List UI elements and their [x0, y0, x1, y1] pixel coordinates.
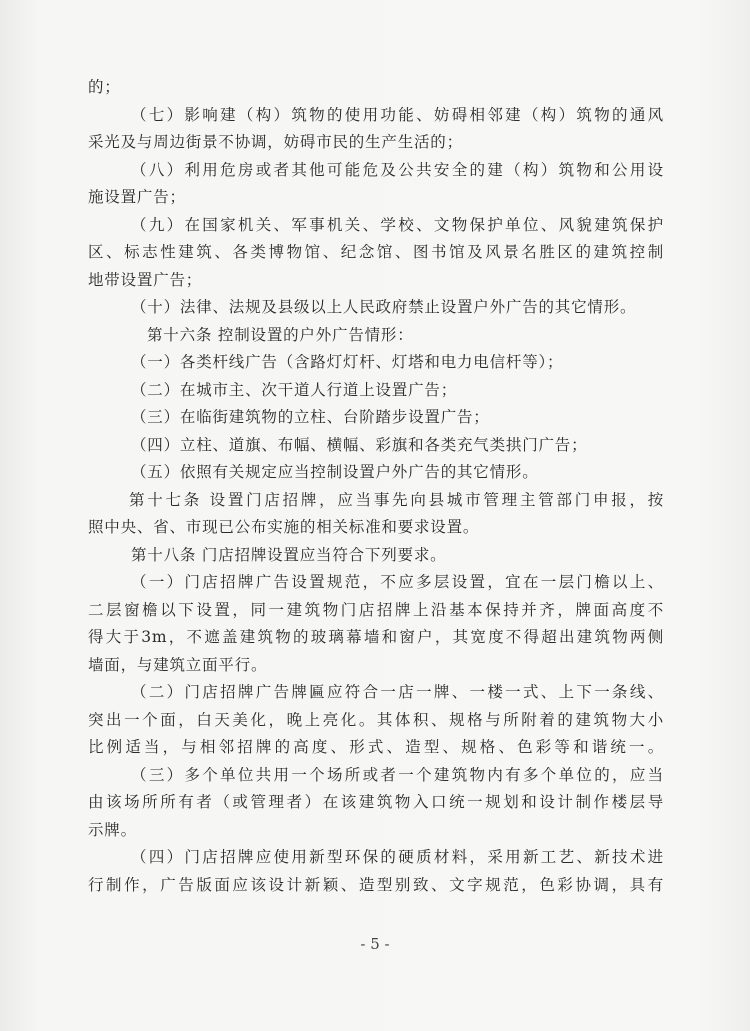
text-line: （八）利用危房或者其他可能危及公共安全的建（构）筑物和公用设 — [131, 160, 664, 179]
text-line: 墙面，与建筑立面平行。 — [88, 655, 268, 674]
text-line: 区、标志性建筑、各类博物馆、纪念馆、图书馆及风景名胜区的建筑控制 — [88, 243, 664, 261]
text-line: （十）法律、法规及县级以上人民政府禁止设置户外广告的其它情形。 — [131, 298, 637, 316]
text-line: 示牌。 — [88, 820, 137, 839]
body-text — [88, 74, 664, 899]
text-line: 二层窗檐以下设置，同一建筑物门店招牌上沿基本保持并齐，牌面高度不 — [88, 600, 664, 619]
text-line: 得大于3m，不遮盖建筑物的玻璃幕墙和窗户，其宽度不得超出建筑物两侧 — [88, 628, 664, 646]
text-line: （三）在临街建筑物的立柱、台阶踏步设置广告； — [131, 408, 490, 426]
text-line: 比例适当，与相邻招牌的高度、形式、造型、规格、色彩等和谐统一。 — [88, 738, 664, 756]
text-line: 照中央、省、市现已公布实施的相关标准和要求设置。 — [88, 518, 480, 536]
text-line: （三）多个单位共用一个场所或者一个建筑物内有多个单位的，应当 — [131, 765, 664, 784]
page-number: - 5 - — [360, 935, 390, 953]
text-line: 采光及与周边街景不协调，妨碍市民的生产生活的； — [88, 133, 463, 151]
text-line: 由该场所所有者（或管理者）在该建筑物入口统一规划和设计制作楼层导 — [88, 793, 664, 811]
text-line: 第十七条 设置门店招牌，应当事先向县城市管理主管部门申报，按 — [129, 490, 664, 509]
text-line: （九）在国家机关、军事机关、学校、文物保护单位、风貌建筑保护 — [131, 215, 664, 234]
text-line: （四）立柱、道旗、布幅、横幅、彩旗和各类充气类拱门广告； — [131, 435, 588, 454]
text-line: 行制作，广告版面应该设计新颖、造型别致、文字规范，色彩协调，具有 — [88, 875, 664, 894]
text-line: 突出一个面，白天美化，晚上亮化。其体积、规格与所附着的建筑物大小 — [88, 710, 664, 729]
text-line: （七）影响建（构）筑物的使用功能、妨碍相邻建（构）筑物的通风 — [131, 105, 664, 124]
text-line: 第十八条 门店招牌设置应当符合下列要求。 — [131, 545, 447, 564]
text-line: （一）门店招牌广告设置规范，不应多层设置，宜在一层门檐以上、 — [131, 573, 664, 591]
text-line: （四）门店招牌应使用新型环保的硬质材料，采用新工艺、新技术进 — [131, 848, 664, 866]
text-line: 第十六条 控制设置的户外广告情形： — [147, 325, 414, 344]
text-line: （五）依照有关规定应当控制设置户外广告的其它情形。 — [131, 463, 539, 481]
text-line: 的； — [88, 78, 121, 96]
text-line: 施设置广告； — [88, 188, 186, 206]
text-line: （一）各类杆线广告（含路灯灯杆、灯塔和电力电信杆等）； — [131, 353, 564, 371]
text-line: （二）门店招牌广告牌匾应符合一店一牌、一楼一式、上下一条线、 — [131, 683, 664, 701]
text-line: （二）在城市主、次干道人行道上设置广告； — [131, 380, 458, 399]
text-line: 地带设置广告； — [88, 270, 203, 289]
